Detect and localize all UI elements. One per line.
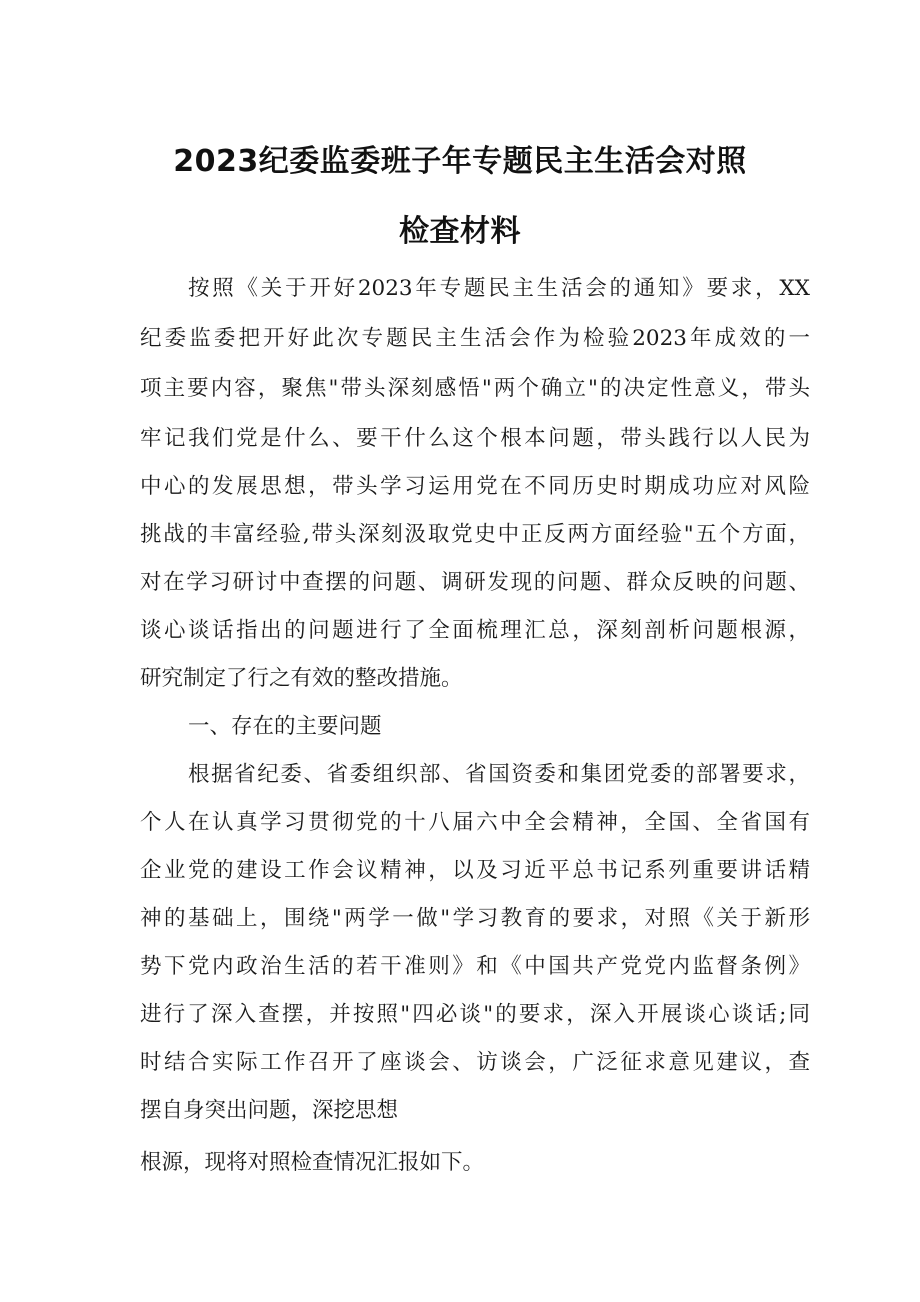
document-title-line-2: 检查材料 xyxy=(399,214,521,249)
body-line: 摆自身突出问题，深挖思想 xyxy=(140,1098,399,1123)
body-line: 纪委监委把开好此次专题民主生活会作为检验2023年成效的一 xyxy=(140,326,810,351)
body-line: 谈心谈话指出的问题进行了全面梳理汇总，深刻剖析问题根源， xyxy=(140,618,810,643)
body-line: 企业党的建设工作会议精神，以及习近平总书记系列重要讲话精 xyxy=(140,858,810,883)
body-line: 对在学习研讨中查摆的问题、调研发现的问题、群众反映的问题、 xyxy=(140,570,810,595)
body-line: 牢记我们党是什么、要干什么这个根本问题，带头践行以人民为 xyxy=(140,426,810,451)
document-title-line-1: 2023纪委监委班子年专题民主生活会对照 xyxy=(173,144,747,179)
body-line: 研究制定了行之有效的整改措施。 xyxy=(140,666,463,691)
body-line: 根据省纪委、省委组织部、省国资委和集团党委的部署要求， xyxy=(188,762,810,787)
body-line: 势下党内政治生活的若干准则》和《中国共产党党内监督条例》 xyxy=(140,954,810,979)
body-line: 中心的发展思想，带头学习运用党在不同历史时期成功应对风险 xyxy=(140,474,810,499)
body-line: 挑战的丰富经验,带头深刻汲取党史中正反两方面经验"五个方面， xyxy=(140,522,810,547)
body-line: 进行了深入查摆，并按照"四必谈"的要求，深入开展谈心谈话;同 xyxy=(140,1002,810,1027)
body-line: 按照《关于开好2023年专题民主生活会的通知》要求，XX xyxy=(188,276,810,301)
body-line: 神的基础上，围绕"两学一做"学习教育的要求，对照《关于新形 xyxy=(140,906,810,931)
body-line: 根源，现将对照检查情况汇报如下。 xyxy=(140,1150,485,1175)
body-line: 项主要内容，聚焦"带头深刻感悟"两个确立"的决定性意义，带头 xyxy=(140,376,810,401)
section-heading: 一、存在的主要问题 xyxy=(188,714,382,739)
body-line: 个人在认真学习贯彻党的十八届六中全会精神，全国、全省国有 xyxy=(140,810,810,835)
body-line: 时结合实际工作召开了座谈会、访谈会，广泛征求意见建议，查 xyxy=(140,1050,810,1075)
